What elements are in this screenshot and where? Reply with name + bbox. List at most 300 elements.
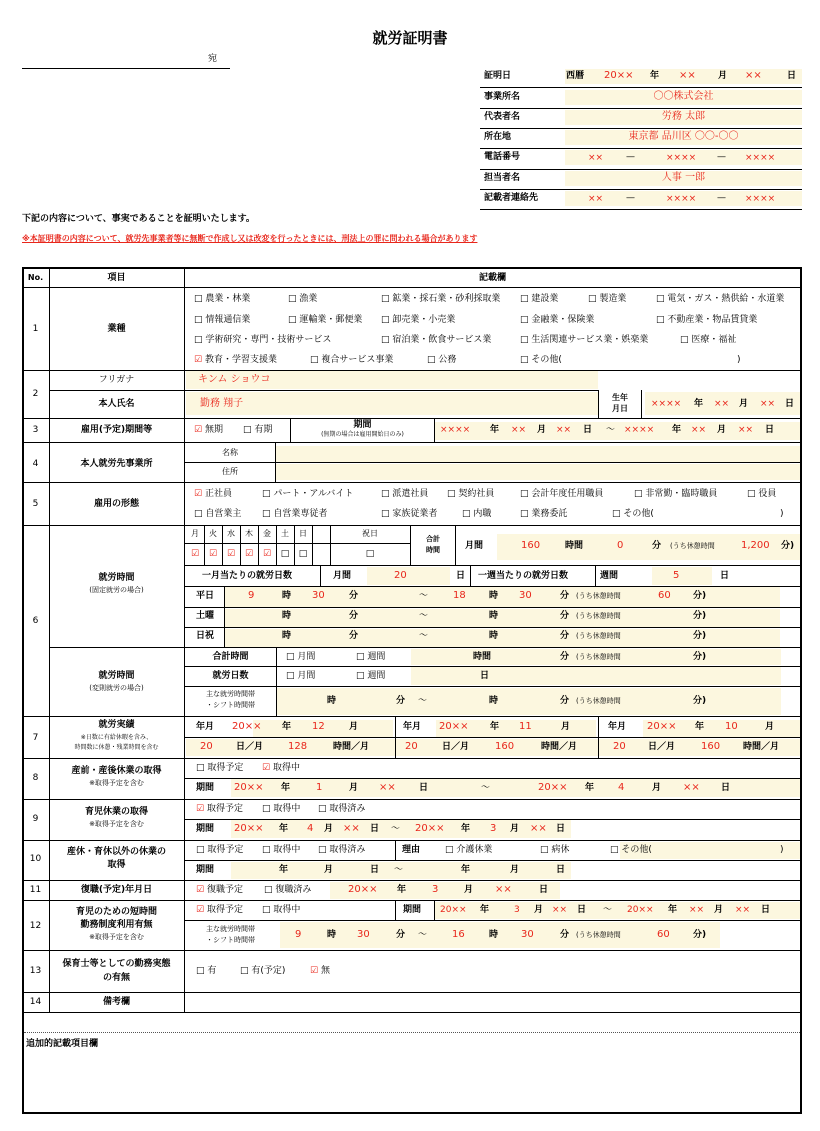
day-fri-checkbox[interactable]: ☑ xyxy=(262,549,272,559)
short-end-hour[interactable]: 16 xyxy=(452,929,465,940)
short-start-hour[interactable]: 9 xyxy=(295,929,302,940)
weekday-start-hour[interactable]: 9 xyxy=(248,590,255,601)
row-no-14: 14 xyxy=(29,997,42,1007)
break-open: (うち休憩時間 xyxy=(576,697,621,705)
minutes-unit: 分 xyxy=(652,541,662,551)
certification-statement: 下記の内容について、事実であることを証明いたします。 xyxy=(22,214,255,224)
fixed-hours-sub: (固定就労の場合) xyxy=(89,586,144,594)
other-leave-done-checkbox[interactable]: □ 取得済み xyxy=(318,845,366,855)
maternity-end-month[interactable]: 4 xyxy=(618,782,625,793)
emp-type-other-close: ) xyxy=(780,509,784,519)
break-close: 分) xyxy=(693,696,707,706)
total-label-1: 合計 xyxy=(426,535,440,543)
industry-option[interactable]: □ 医療・福祉 xyxy=(680,335,737,345)
maternity-current-checkbox[interactable]: ☑ 取得中 xyxy=(262,763,300,773)
var-total-label: 合計時間 xyxy=(212,652,249,662)
birth-month[interactable]: ×× xyxy=(714,399,730,409)
days-per-week[interactable]: 5 xyxy=(673,570,680,581)
row-label-employment-type: 雇用の形態 xyxy=(93,499,139,509)
maternity-end-year[interactable]: 20×× xyxy=(538,782,568,793)
industry-option[interactable]: □ 金融業・保険業 xyxy=(520,315,595,325)
ym-label: 年月 xyxy=(403,722,422,732)
reason-other-close: ) xyxy=(780,845,784,855)
hours-unit: 時間 xyxy=(565,541,584,551)
tilde: ～ xyxy=(418,930,428,940)
childcare-end-day[interactable]: ×× xyxy=(530,823,547,834)
day-unit: 日 xyxy=(370,865,380,875)
childcare-start-year[interactable]: 20×× xyxy=(234,823,264,834)
fixed-hours-label: 就労時間 xyxy=(98,573,135,583)
work-record-note-1: ※日数に有給休暇を含み、 xyxy=(80,734,153,741)
year-unit: 年 xyxy=(672,425,682,435)
industry-option[interactable]: □ 製造業 xyxy=(588,294,627,304)
variable-hours-label: 就労時間 xyxy=(98,671,135,681)
period-label: 期間 xyxy=(196,865,215,875)
total-label-2: 時間 xyxy=(426,546,440,554)
emp-type-option[interactable]: □ 自営業専従者 xyxy=(262,509,328,519)
month-unit: 月 xyxy=(510,824,520,834)
reason-care-leave[interactable]: □ 介護休業 xyxy=(445,845,493,855)
return-month[interactable]: 3 xyxy=(432,884,439,895)
short-start-day[interactable]: ×× xyxy=(552,905,568,915)
month-unit: 月 xyxy=(510,865,520,875)
short-end-month[interactable]: ×× xyxy=(689,905,705,915)
workplace-address-label: 住所 xyxy=(222,467,238,476)
day-unit: 日 xyxy=(765,425,775,435)
emp-type-option[interactable]: □ 家族従業者 xyxy=(381,509,438,519)
reason-sick-leave[interactable]: □ 病休 xyxy=(540,845,570,855)
birth-day[interactable]: ×× xyxy=(760,399,776,409)
month-unit: 月 xyxy=(718,71,728,81)
office-label: 事業所名 xyxy=(484,92,521,102)
short-hours-current-checkbox[interactable]: □ 取得中 xyxy=(262,905,301,915)
break-open: (うち休憩時間 xyxy=(576,632,621,640)
return-planned-checkbox[interactable]: ☑ 復職予定 xyxy=(196,885,243,895)
day-tue: 火 xyxy=(209,529,217,538)
hour-unit: 時 xyxy=(489,611,499,621)
record-1-month[interactable]: 12 xyxy=(312,721,325,732)
tilde: ～ xyxy=(603,905,613,915)
hour-unit: 時 xyxy=(282,611,292,621)
birth-year[interactable]: ×××× xyxy=(651,399,682,409)
row-no-2: 2 xyxy=(32,389,39,399)
row-label-work-record: 就労実績 xyxy=(98,720,135,730)
hour-unit: 時 xyxy=(489,631,499,641)
record-1-hours[interactable]: 128 xyxy=(288,741,308,752)
emp-type-option[interactable]: □ 会計年度任用職員 xyxy=(520,489,604,499)
return-done-checkbox[interactable]: □ 復職済み xyxy=(264,885,312,895)
office-name: 〇〇株式会社 xyxy=(653,91,714,102)
maternity-start-year[interactable]: 20×× xyxy=(234,782,264,793)
dm-label: 月間 xyxy=(333,571,352,581)
document-title: 就労証明書 xyxy=(372,29,448,47)
monthly-break[interactable]: 1,200 xyxy=(741,540,770,551)
end-year[interactable]: ×××× xyxy=(624,425,655,435)
record-1-year[interactable]: 20×× xyxy=(232,721,262,732)
break-open: (うち休憩時間 xyxy=(576,592,621,600)
year-unit: 年 xyxy=(694,399,704,409)
year-unit: 年 xyxy=(281,783,291,793)
days-per-month-unit: 日／月 xyxy=(648,742,676,752)
short-break[interactable]: 60 xyxy=(657,929,670,940)
row-no-9: 9 xyxy=(32,814,39,824)
tilde: ～ xyxy=(419,591,429,601)
industry-option[interactable]: □ 公務 xyxy=(427,355,457,365)
days-per-month-unit: 日／月 xyxy=(442,742,470,752)
industry-option-selected[interactable]: ☑ 教育・学習支援業 xyxy=(194,355,277,365)
shift-label-2: ・シフト時間帯 xyxy=(206,936,255,944)
row-label-return-date: 復職(予定)年月日 xyxy=(80,885,153,895)
monthly-hours[interactable]: 160 xyxy=(521,540,541,551)
end-day[interactable]: ×× xyxy=(738,425,754,435)
return-day[interactable]: ×× xyxy=(495,884,512,895)
start-day[interactable]: ×× xyxy=(556,425,572,435)
maternity-start-month[interactable]: 1 xyxy=(316,782,323,793)
weekday-label: 平日 xyxy=(196,591,215,601)
industry-option[interactable]: □ 宿泊業・飲食サービス業 xyxy=(381,335,492,345)
indefinite-checkbox[interactable]: ☑ 無期 xyxy=(194,425,223,435)
contact-2: ×××× xyxy=(666,194,697,204)
emp-type-option[interactable]: □ 契約社員 xyxy=(447,489,495,499)
day-sat-checkbox[interactable]: □ xyxy=(280,549,290,559)
tilde: ～ xyxy=(418,696,428,706)
emp-type-option[interactable]: □ 内職 xyxy=(462,509,492,519)
row-no-6: 6 xyxy=(32,616,39,626)
min-unit: 分 xyxy=(560,696,570,706)
month-unit: 月 xyxy=(561,722,571,732)
furigana-value[interactable]: キンム ショウコ xyxy=(198,374,271,385)
hour-unit: 時 xyxy=(489,591,499,601)
weekday-end-min[interactable]: 30 xyxy=(519,590,532,601)
day-holiday-checkbox[interactable]: □ xyxy=(365,549,375,559)
childcare-done-checkbox[interactable]: □ 取得済み xyxy=(318,804,366,814)
month-unit: 月 xyxy=(714,905,724,915)
saturday-label: 土曜 xyxy=(196,611,215,621)
min-unit: 分 xyxy=(560,930,570,940)
day-holiday: 祝日 xyxy=(362,529,378,538)
tilde: ～ xyxy=(419,611,429,621)
day-unit: 日 xyxy=(370,824,380,834)
var-total-week-option[interactable]: □ 週間 xyxy=(356,652,386,662)
start-month[interactable]: ×× xyxy=(511,425,527,435)
return-year[interactable]: 20×× xyxy=(348,884,378,895)
furigana-label: フリガナ xyxy=(98,375,135,385)
childcare-current-checkbox[interactable]: □ 取得中 xyxy=(262,804,301,814)
tel-2: ×××× xyxy=(666,153,697,163)
reason-label: 理由 xyxy=(402,845,421,855)
short-hours-planned-checkbox[interactable]: ☑ 取得予定 xyxy=(196,905,243,915)
additional-items-label: 追加的記載項目欄 xyxy=(26,1039,99,1049)
childcare-start-month[interactable]: 4 xyxy=(307,823,314,834)
min-unit: 分 xyxy=(396,696,406,706)
emp-type-option[interactable]: □ 派遣社員 xyxy=(381,489,429,499)
emp-type-option[interactable]: □ 業務委託 xyxy=(520,509,568,519)
cert-year: 20×× xyxy=(604,70,634,81)
industry-option[interactable]: □ 不動産業・物品賃貸業 xyxy=(656,315,758,325)
year-unit: 年 xyxy=(461,865,471,875)
name-value[interactable]: 勤務 翔子 xyxy=(200,398,244,409)
record-3-year[interactable]: 20×× xyxy=(647,721,677,732)
days-per-month[interactable]: 20 xyxy=(394,570,407,581)
hours-per-month-unit: 時間／月 xyxy=(541,742,578,752)
row-label-short-hours-2: 勤務制度利用有無 xyxy=(80,920,153,930)
legal-warning: ※本証明書の内容について、就労先事業者等に無断で作成し又は改変を行ったときには、刑法上の罪に問われる場合があります xyxy=(22,234,478,243)
days-per-month-unit: 日／月 xyxy=(236,742,264,752)
break-label: (うち休憩時間 xyxy=(670,542,715,550)
maternity-planned-checkbox[interactable]: □ 取得予定 xyxy=(196,763,244,773)
industry-option[interactable]: □ 建設業 xyxy=(520,294,559,304)
year-unit: 年 xyxy=(585,783,595,793)
month-unit: 月 xyxy=(464,885,474,895)
record-3-month[interactable]: 10 xyxy=(725,721,738,732)
maternity-end-day[interactable]: ×× xyxy=(683,782,700,793)
record-3-hours[interactable]: 160 xyxy=(701,741,721,752)
industry-option[interactable]: □ 農業・林業 xyxy=(194,294,251,304)
childcare-start-day[interactable]: ×× xyxy=(343,823,360,834)
contact-label: 記載者連絡先 xyxy=(484,193,539,203)
childcare-end-year[interactable]: 20×× xyxy=(415,823,445,834)
period-label: 期間 xyxy=(196,783,215,793)
maternity-start-day[interactable]: ×× xyxy=(379,782,396,793)
month-unit: 月 xyxy=(717,425,727,435)
day-thu-checkbox[interactable]: ☑ xyxy=(244,549,254,559)
emp-type-option[interactable]: □ 非常勤・臨時職員 xyxy=(634,489,718,499)
header-entry: 記載欄 xyxy=(478,273,506,283)
month-unit: 月 xyxy=(652,783,662,793)
tel-label: 電話番号 xyxy=(484,152,521,162)
row-label-childcare-worker-1: 保育士等としての勤務実態 xyxy=(62,959,171,969)
year-unit: 年 xyxy=(695,722,705,732)
ym-label: 年月 xyxy=(196,722,215,732)
hours-per-month-unit: 時間／月 xyxy=(333,742,370,752)
min-unit: 分 xyxy=(560,611,570,621)
childcare-worker-yes[interactable]: □ 有 xyxy=(196,966,217,976)
row-no-8: 8 xyxy=(32,773,39,783)
tilde: ～ xyxy=(394,865,404,875)
month-unit: 月 xyxy=(765,722,775,732)
industry-option[interactable]: □ 学術研究・専門・技術サービス xyxy=(194,335,332,345)
emp-type-option[interactable]: □ 役員 xyxy=(747,489,777,499)
day-unit: 日 xyxy=(787,71,797,81)
var-shift-label-2: ・シフト時間帯 xyxy=(206,701,255,709)
childcare-planned-checkbox[interactable]: ☑ 取得予定 xyxy=(196,804,243,814)
day-fri: 金 xyxy=(263,529,271,538)
row-label-employment-period: 雇用(予定)期間等 xyxy=(80,425,153,435)
day-unit: 日 xyxy=(785,399,795,409)
year-unit: 年 xyxy=(668,905,678,915)
other-leave-current-checkbox[interactable]: □ 取得中 xyxy=(262,845,301,855)
days-per-month-label: 一月当たりの就労日数 xyxy=(202,571,293,581)
cert-era: 西暦 xyxy=(566,71,585,81)
row-no-11: 11 xyxy=(29,885,42,895)
dw-label: 週間 xyxy=(600,571,619,581)
short-hours-note: ※取得予定を含む xyxy=(89,933,144,941)
period-label: 期間 xyxy=(353,420,372,430)
day-wed-checkbox[interactable]: ☑ xyxy=(226,549,236,559)
day-unit: 日 xyxy=(419,783,429,793)
var-total-month-option[interactable]: □ 月間 xyxy=(286,652,316,662)
workplace-name-label: 名称 xyxy=(222,448,238,457)
day-unit: 日 xyxy=(456,571,466,581)
year-unit: 年 xyxy=(650,71,660,81)
industry-option[interactable]: □ 電気・ガス・熱供給・水道業 xyxy=(656,294,785,304)
header-item: 項目 xyxy=(107,273,126,283)
break-open: (うち休憩時間 xyxy=(576,931,621,939)
other-leave-planned-checkbox[interactable]: □ 取得予定 xyxy=(196,845,244,855)
year-unit: 年 xyxy=(282,722,292,732)
person-label: 担当者名 xyxy=(484,173,521,183)
fixed-term-checkbox[interactable]: □ 有期 xyxy=(243,425,273,435)
hours-unit: 時間 xyxy=(473,652,492,662)
emp-type-option-selected[interactable]: ☑ 正社員 xyxy=(194,489,232,499)
end-month[interactable]: ×× xyxy=(691,425,707,435)
row-label-childcare-leave: 育児休業の取得 xyxy=(84,807,148,817)
day-unit: 日 xyxy=(556,865,566,875)
month-unit: 月 xyxy=(324,824,334,834)
hour-unit: 時 xyxy=(282,631,292,641)
row-label-childcare-worker-2: の有無 xyxy=(102,973,130,983)
short-end-min[interactable]: 30 xyxy=(521,929,534,940)
record-2-year[interactable]: 20×× xyxy=(439,721,469,732)
day-unit: 日 xyxy=(583,425,593,435)
industry-option[interactable]: □ その他( xyxy=(520,355,562,365)
min-unit: 分 xyxy=(560,652,570,662)
weekday-start-min[interactable]: 30 xyxy=(312,590,325,601)
row-no-4: 4 xyxy=(32,459,39,469)
weekday-break[interactable]: 60 xyxy=(658,590,671,601)
hour-unit: 時 xyxy=(327,696,337,706)
holiday-label: 日祝 xyxy=(196,631,215,641)
min-unit: 分 xyxy=(349,631,359,641)
hour-unit: 時 xyxy=(282,591,292,601)
short-start-month[interactable]: 3 xyxy=(514,905,520,915)
work-record-note-2: 時間数に休憩・残業時間を含む xyxy=(74,744,159,751)
childcare-worker-no[interactable]: ☑ 無 xyxy=(310,966,330,976)
break-close: 分) xyxy=(693,591,707,601)
day-unit: 日 xyxy=(721,783,731,793)
min-unit: 分 xyxy=(349,591,359,601)
tilde: ～ xyxy=(481,783,491,793)
break-close: 分) xyxy=(693,652,707,662)
day-unit: 日 xyxy=(539,885,549,895)
reason-other[interactable]: □ その他( xyxy=(610,845,652,855)
recipient-line xyxy=(22,68,230,69)
period-label: 期間 xyxy=(196,824,215,834)
day-thu: 木 xyxy=(245,529,253,538)
tel-dash-1: — xyxy=(626,152,635,162)
weekday-end-hour[interactable]: 18 xyxy=(453,590,466,601)
short-end-day[interactable]: ×× xyxy=(735,905,751,915)
day-tue-checkbox[interactable]: ☑ xyxy=(208,549,218,559)
childcare-worker-planned[interactable]: □ 有(予定) xyxy=(240,966,286,976)
short-end-year[interactable]: 20×× xyxy=(627,905,654,915)
month-unit: 月 xyxy=(534,905,544,915)
month-unit: 月 xyxy=(349,722,359,732)
start-year[interactable]: ×××× xyxy=(440,425,471,435)
day-unit: 日 xyxy=(480,671,490,681)
contact-3: ×××× xyxy=(745,194,776,204)
record-2-month[interactable]: 11 xyxy=(519,721,532,732)
min-unit: 分 xyxy=(396,930,406,940)
break-close: 分) xyxy=(693,631,707,641)
var-days-month-option[interactable]: □ 月間 xyxy=(286,671,316,681)
day-mon-checkbox[interactable]: ☑ xyxy=(190,549,200,559)
record-2-hours[interactable]: 160 xyxy=(495,741,515,752)
header-no: No. xyxy=(27,273,44,282)
emp-type-option[interactable]: □ パート・アルバイト xyxy=(262,489,354,499)
hour-unit: 時 xyxy=(327,930,337,940)
break-end: 分) xyxy=(781,541,795,551)
record-3-days[interactable]: 20 xyxy=(613,741,626,752)
contact-dash-2: — xyxy=(717,193,726,203)
row-no-10: 10 xyxy=(29,854,42,864)
emp-type-option[interactable]: □ その他( xyxy=(612,509,654,519)
day-sun-checkbox[interactable]: □ xyxy=(298,549,308,559)
monthly-minutes[interactable]: 0 xyxy=(617,540,624,551)
days-per-week-label: 一週当たりの就労日数 xyxy=(478,571,569,581)
name-label: 本人氏名 xyxy=(98,399,135,409)
var-days-week-option[interactable]: □ 週間 xyxy=(356,671,386,681)
industry-option[interactable]: □ 卸売業・小売業 xyxy=(381,315,456,325)
period-note: (無期の場合は雇用開始日のみ) xyxy=(321,431,404,438)
variable-hours-sub: (変則就労の場合) xyxy=(89,684,144,692)
day-sun: 日 xyxy=(299,529,307,538)
hour-unit: 時 xyxy=(489,696,499,706)
industry-option[interactable]: □ 運輸業・郵便業 xyxy=(288,315,363,325)
month-unit: 月 xyxy=(537,425,547,435)
industry-option[interactable]: □ 複合サービス事業 xyxy=(310,355,394,365)
year-unit: 年 xyxy=(461,824,471,834)
contact-1: ×× xyxy=(588,194,604,204)
rep-name: 労務 太郎 xyxy=(661,111,706,122)
short-start-year[interactable]: 20×× xyxy=(440,905,467,915)
year-unit: 年 xyxy=(490,425,500,435)
industry-option[interactable]: □ 鉱業・採石業・砂利採取業 xyxy=(381,294,501,304)
record-1-days[interactable]: 20 xyxy=(200,741,213,752)
day-unit: 日 xyxy=(556,824,566,834)
row-label-other-leave-2: 取得 xyxy=(107,860,126,870)
industry-option[interactable]: □ 生活関連サービス業・娯楽業 xyxy=(520,335,649,345)
day-mon: 月 xyxy=(191,529,199,538)
row-no-1: 1 xyxy=(32,324,39,334)
row-label-workplace: 本人就労先事業所 xyxy=(80,459,153,469)
tel-3: ×××× xyxy=(745,153,776,163)
birth-label-1: 生年 xyxy=(612,393,628,402)
cert-month: ×× xyxy=(679,70,696,81)
industry-option[interactable]: □ 情報通信業 xyxy=(194,315,251,325)
emp-type-option[interactable]: □ 自営業主 xyxy=(194,509,242,519)
address-label: 所在地 xyxy=(484,132,512,142)
var-days-label: 就労日数 xyxy=(212,671,249,681)
childcare-end-month[interactable]: 3 xyxy=(490,823,497,834)
month-unit: 月 xyxy=(349,783,359,793)
year-unit: 年 xyxy=(279,865,289,875)
short-start-min[interactable]: 30 xyxy=(357,929,370,940)
month-unit: 月 xyxy=(739,399,749,409)
var-shift-label-1: 主な就労時間帯 xyxy=(206,690,255,698)
year-unit: 年 xyxy=(397,885,407,895)
rep-label: 代表者名 xyxy=(484,112,521,122)
hours-per-month-unit: 時間／月 xyxy=(743,742,780,752)
row-no-5: 5 xyxy=(32,499,39,509)
break-close: 分) xyxy=(693,611,707,621)
tel-1: ×× xyxy=(588,153,604,163)
day-wed: 水 xyxy=(227,529,235,538)
day-sat: 土 xyxy=(281,529,289,538)
record-2-days[interactable]: 20 xyxy=(405,741,418,752)
industry-option[interactable]: □ 漁業 xyxy=(288,294,318,304)
contact-dash-1: — xyxy=(626,193,635,203)
